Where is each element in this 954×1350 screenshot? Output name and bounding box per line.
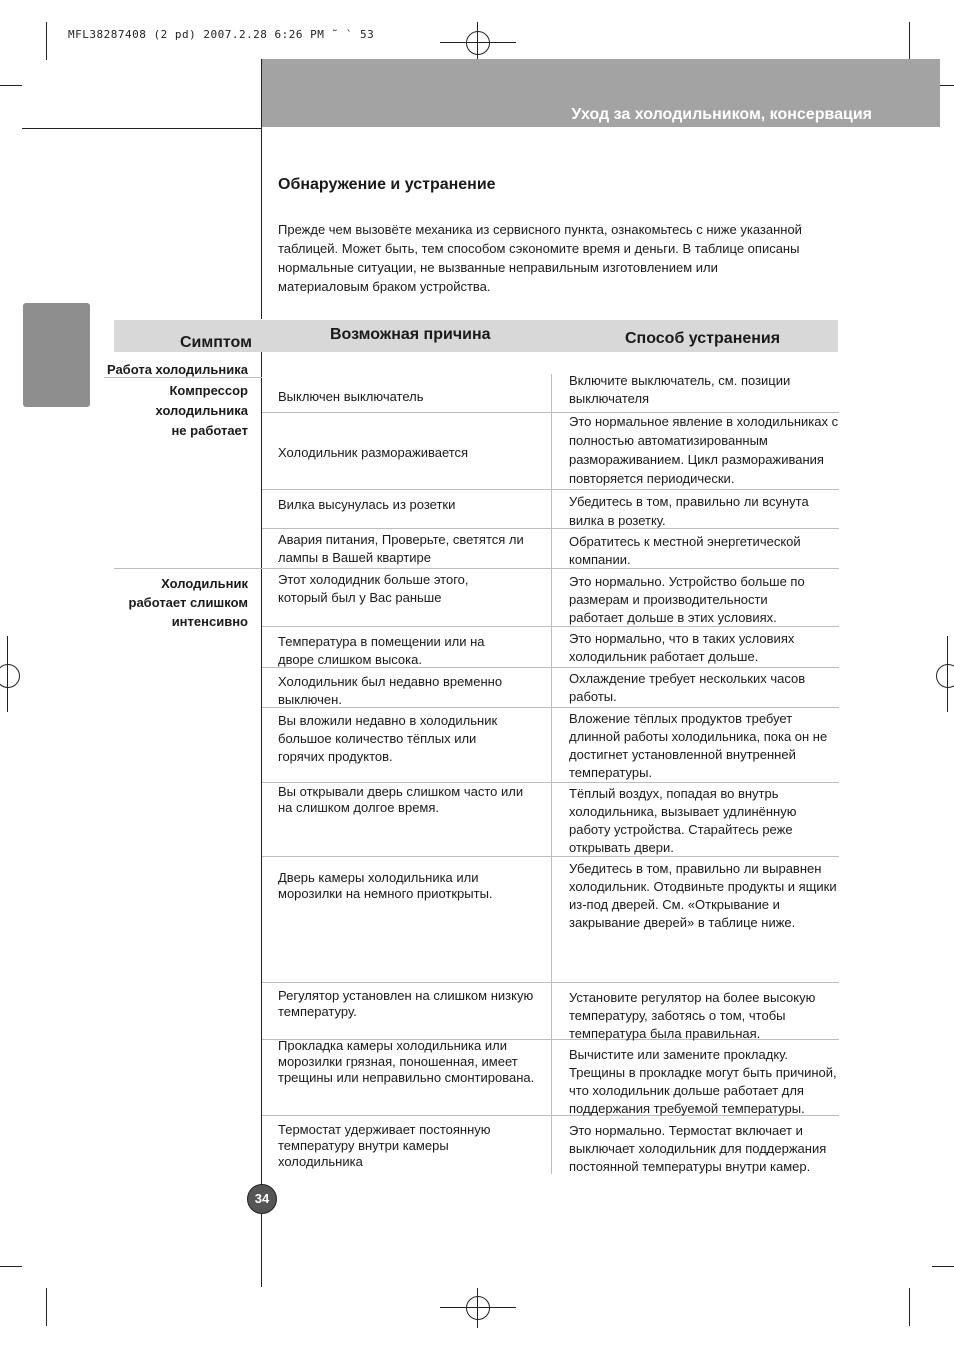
solution-line: из-под дверей. См. «Открывание и (569, 897, 780, 912)
cause-line: Этот холодидник больше этого, (278, 572, 469, 587)
solution-line: размораживанием. Цикл размораживания (569, 452, 824, 467)
registration-mark-icon (466, 1296, 490, 1320)
intro-text (278, 220, 838, 296)
solution-line: вилка в розетку. (569, 513, 666, 528)
cause-cell (278, 673, 543, 709)
solution-line: холодильника, вызывает удлинённую (569, 804, 797, 819)
solution-line: полностью автоматизированным (569, 433, 768, 448)
solution-line: что холодильник дольше работает для (569, 1083, 804, 1098)
solution-line: работает дольше в этих условиях. (569, 610, 777, 625)
symptom-line: Холодильник (161, 576, 248, 591)
cause-line: Прокладка камеры холодильника или (278, 1038, 507, 1053)
solution-line: холодильник работает дольше. (569, 649, 759, 664)
symptom-line: не работает (171, 423, 248, 438)
solution-cell (569, 710, 849, 782)
solution-line: Это нормально. Термостат включает и (569, 1123, 803, 1138)
solution-line: холодильник. Отодвиньте продукты и ящики (569, 879, 837, 894)
row-rule (262, 782, 839, 783)
registration-mark-icon (0, 664, 20, 688)
cause-line: Холодильник был недавно временно (278, 674, 503, 689)
header-title: Уход за холодильником, консервация (571, 106, 872, 123)
registration-line (947, 636, 948, 712)
row-rule (262, 982, 839, 983)
solution-line: достигнет установленной внутренней (569, 747, 796, 762)
cause-cell (278, 784, 543, 816)
cause-line: дворе слишком высока. (278, 652, 422, 667)
solution-line: выключателя (569, 391, 650, 406)
registration-line (440, 42, 516, 43)
registration-mark-icon (466, 31, 490, 55)
solution-line: Это нормальное явление в холодильниках с (569, 414, 839, 429)
solution-line: повторяется периодически. (569, 471, 735, 486)
crop-mark (0, 85, 22, 86)
cause-line: Температура в помещении или на (278, 634, 485, 649)
crop-mark (909, 22, 910, 60)
solution-cell (569, 989, 849, 1043)
solution-line: работы. (569, 689, 617, 704)
cause-line: горячих продуктов. (278, 749, 393, 764)
solution-cell (569, 1046, 849, 1118)
cause-cell (278, 496, 543, 514)
cause-cell (278, 988, 543, 1020)
cause-cell (278, 571, 543, 607)
section-title: Обнаружение и устранение (278, 176, 496, 193)
cause-line: температуру. (278, 1004, 357, 1019)
crop-mark (46, 22, 47, 60)
cause-line: выключен. (278, 692, 342, 707)
symptom-line: интенсивно (171, 614, 248, 629)
solution-line: постоянной температуры внутри камер. (569, 1159, 811, 1174)
cause-line: холодильника (278, 1154, 363, 1169)
solution-line: открывать двери. (569, 840, 674, 855)
cause-cell (278, 712, 543, 766)
solution-cell (569, 573, 849, 627)
cause-line: трещины или неправильно смонтирована. (278, 1070, 535, 1085)
cause-line: Термостат удерживает постоянную (278, 1122, 491, 1137)
solution-line: температура была правильная. (569, 1026, 761, 1041)
intro-line: таблицей. Может быть, тем способом сэкономите время и деньги. В таблице описаны (278, 241, 800, 256)
solution-line: температуры. (569, 765, 653, 780)
solution-cell (569, 492, 849, 530)
intro-line: нормальные ситуации, не вызванные неправильным изготовлением или (278, 260, 718, 275)
solution-line: Убедитесь в том, правильно ли всунута (569, 494, 809, 509)
row-rule (262, 489, 839, 490)
registration-mark-icon (936, 664, 954, 688)
symptom-rule (104, 377, 262, 378)
solution-line: Тёплый воздух, попадая во внутрь (569, 786, 779, 801)
column-divider (551, 374, 552, 1174)
cause-line: Вы вложили недавно в холодильник (278, 713, 498, 728)
cause-line: который был у Вас раньше (278, 590, 442, 605)
registration-line (477, 22, 478, 62)
cause-line: температуру внутри камеры (278, 1138, 449, 1153)
cause-line: морозилки грязная, поношенная, имеет (278, 1054, 518, 1069)
solution-line: Охлаждение требует нескольких часов (569, 671, 806, 686)
solution-line: температуру, заботясь о том, чтобы (569, 1008, 786, 1023)
cause-cell (278, 1038, 543, 1086)
symptom-group-title: Работа холодильника (106, 362, 248, 377)
header-symptom: Симптом (180, 334, 252, 351)
solution-cell (569, 785, 849, 857)
crop-mark (932, 1266, 954, 1267)
solution-line: Трещины в прокладке могут быть причиной, (569, 1065, 837, 1080)
cause-line: на слишком долгое время. (278, 800, 440, 815)
solution-line: Это нормально. Устройство больше по (569, 574, 805, 589)
symptom-group (90, 381, 248, 441)
solution-cell (569, 670, 849, 706)
solution-cell (569, 630, 849, 666)
cause-cell (278, 444, 543, 462)
solution-cell (569, 412, 849, 488)
solution-line: Это нормально, что в таких условиях (569, 631, 795, 646)
symptom-line: холодильника (155, 403, 248, 418)
cause-line: Холодильник размораживается (278, 445, 469, 460)
solution-line: Обратитесь к местной энергетической (569, 534, 801, 549)
cause-line: Выключен выключатель (278, 389, 424, 404)
cause-cell (278, 870, 543, 902)
intro-line: материаловым браком устройства. (278, 279, 491, 294)
registration-line (440, 1307, 516, 1308)
solution-line: размерам и производительности (569, 592, 768, 607)
header-rule (22, 128, 262, 129)
crop-mark (0, 1266, 22, 1267)
cause-line: Вилка высунулась из розетки (278, 497, 456, 512)
crop-mark (909, 1288, 910, 1326)
solution-cell (569, 860, 849, 932)
symptom-group (90, 574, 248, 631)
cause-line: лампы в Вашей квартире (278, 550, 431, 565)
cause-cell (278, 633, 543, 669)
cause-line: большое количество тёплых или (278, 731, 477, 746)
print-info: MFL38287408 (2 pd) 2007.2.28 6:26 PM ˜ ` 53 (68, 28, 375, 41)
cause-cell (278, 1122, 543, 1170)
side-tab (23, 303, 90, 407)
solution-line: работу устройства. Старайтесь реже (569, 822, 793, 837)
solution-cell (569, 1122, 849, 1176)
cause-cell (278, 531, 543, 567)
solution-line: компании. (569, 552, 631, 567)
solution-line: Вложение тёплых продуктов требует (569, 711, 793, 726)
cause-line: морозилки на немного приоткрыты. (278, 886, 493, 901)
solution-line: Убедитесь в том, правильно ли выравнен (569, 861, 822, 876)
cause-line: Вы открывали дверь слишком часто или (278, 784, 524, 799)
cause-line: Регулятор установлен на слишком низкую (278, 988, 534, 1003)
solution-line: Включите выключатель, см. позиции (569, 373, 791, 388)
solution-line: Установите регулятор на более высокую (569, 990, 816, 1005)
symptom-line: Компрессор (169, 383, 248, 398)
symptom-rule (114, 568, 262, 569)
intro-line: Прежде чем вызовёте механика из сервисного пункта, ознакомьтесь с ниже указанной (278, 222, 802, 237)
solution-line: выключает холодильник для поддержания (569, 1141, 827, 1156)
header-cause: Возможная причина (330, 326, 491, 343)
crop-mark (46, 1288, 47, 1326)
solution-line: длинной работы холодильника, пока он не (569, 729, 828, 744)
cause-line: Дверь камеры холодильника или (278, 870, 479, 885)
solution-line: поддержания требуемой температуры. (569, 1101, 805, 1116)
registration-line (477, 1288, 478, 1328)
solution-line: закрывание дверей» в таблице ниже. (569, 915, 796, 930)
page-number: 34 (247, 1184, 277, 1214)
header-solution: Способ устранения (625, 330, 781, 347)
cause-cell (278, 388, 543, 406)
solution-cell (569, 533, 849, 569)
page-divider (261, 352, 262, 1287)
cause-line: Авария питания, Проверьте, светятся ли (278, 532, 524, 547)
solution-line: Вычистите или замените прокладку. (569, 1047, 788, 1062)
solution-cell (569, 372, 849, 408)
registration-line (7, 636, 8, 712)
symptom-line: работает слишком (128, 595, 248, 610)
